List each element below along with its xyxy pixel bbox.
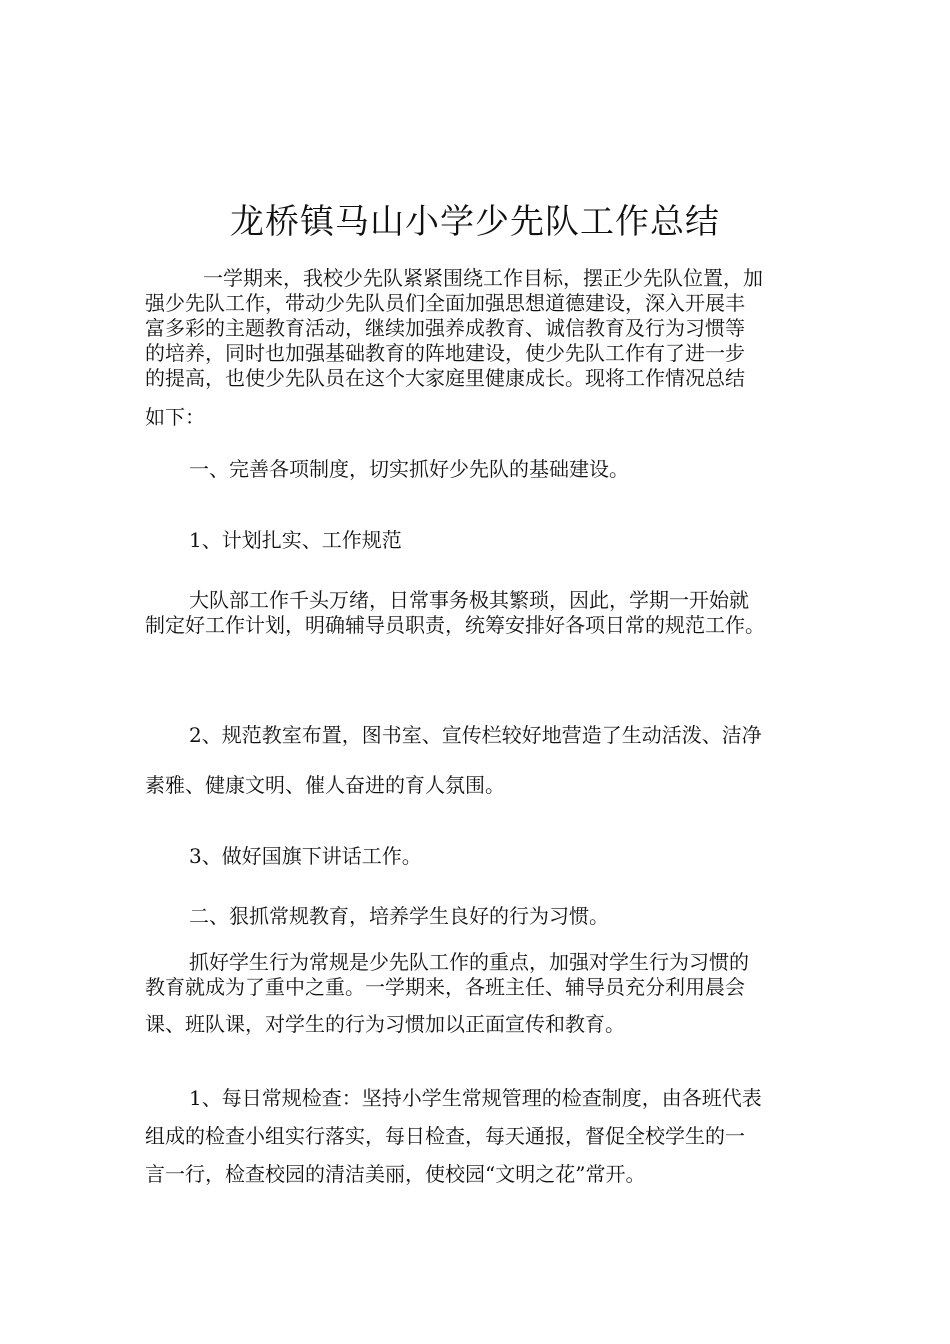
item-1-heading	[145, 527, 815, 553]
item-2-body-line: 素雅、健康文明、催人奋进的育人氛围。	[145, 773, 505, 797]
section-1-heading	[145, 456, 815, 482]
section-2-body-line: 教育就成为了重中之重。一学期来，各班主任、辅导员充分利用晨会	[145, 975, 745, 999]
section-2-item-1	[145, 1083, 815, 1189]
document-title: 龙桥镇马山小学少先队工作总结	[230, 202, 720, 242]
intro-line: 强少先队工作，带动少先队员们全面加强思想道德建设，深入开展丰	[145, 291, 745, 315]
intro-line: 一学期来，我校少先队紧紧围绕工作目标，摆正少先队位置，加	[203, 266, 763, 290]
item-1-body-line: 制定好工作计划，明确辅导员职责，统筹安排好各项日常的规范工作。	[145, 613, 765, 637]
item-2-body	[145, 722, 815, 798]
intro-paragraph	[145, 266, 815, 430]
section-2-body-line: 课、班队课，对学生的行为习惯加以正面宣传和教育。	[145, 1012, 625, 1036]
item-2-body-line: 2、规范教室布置，图书室、宣传栏较好地营造了生动活泼、洁净	[189, 723, 762, 747]
item-1-body	[145, 588, 815, 638]
section-1-heading-text: 一、完善各项制度，切实抓好少先队的基础建设。	[189, 457, 629, 481]
intro-line: 如下：	[145, 405, 205, 429]
section-2-heading-text: 二、狠抓常规教育，培养学生良好的行为习惯。	[189, 904, 609, 928]
section-2-item-1-line: 1、每日常规检查：坚持小学生常规管理的检查制度，由各班代表	[189, 1086, 762, 1110]
item-1-heading-text: 1、计划扎实、工作规范	[189, 528, 402, 552]
intro-line: 富多彩的主题教育活动，继续加强养成教育、诚信教育及行为习惯等	[145, 316, 745, 340]
section-2-item-1-line: 言一行，检查校园的清洁美丽，使校园“文明之花”常开。	[145, 1162, 646, 1186]
section-2-item-1-line: 组成的检查小组实行落实，每日检查，每天通报，督促全校学生的一	[145, 1124, 745, 1148]
item-3-heading-text: 3、做好国旗下讲话工作。	[189, 844, 422, 868]
section-2-body-line: 抓好学生行为常规是少先队工作的重点，加强对学生行为习惯的	[189, 950, 749, 974]
section-2-body	[145, 950, 815, 1037]
intro-line: 的提高，也使少先队员在这个大家庭里健康成长。现将工作情况总结	[145, 366, 745, 390]
item-3-heading	[145, 843, 815, 869]
section-2-heading	[145, 903, 815, 929]
item-1-body-line: 大队部工作千头万绪，日常事务极其繁琐，因此，学期一开始就	[189, 588, 749, 612]
intro-line: 的培养，同时也加强基础教育的阵地建设，使少先队工作有了进一步	[145, 341, 745, 365]
